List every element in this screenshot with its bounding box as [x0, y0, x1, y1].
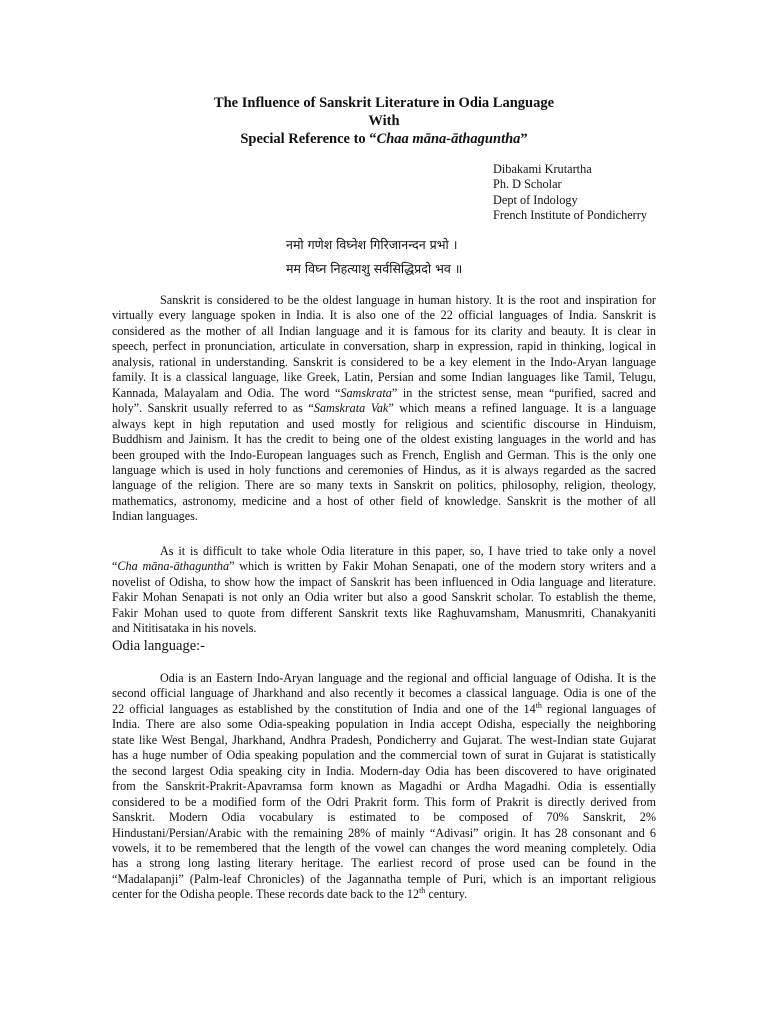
paragraph-odia-language	[112, 671, 656, 903]
shloka-line-1: नमो गणेश विघ्नेश गिरिजानन्दन प्रभो ।	[286, 237, 458, 252]
title-line-3	[112, 130, 656, 149]
text-line	[112, 386, 656, 401]
author-role: Ph. D Scholar	[493, 177, 562, 192]
text-line	[112, 887, 656, 902]
text-line	[112, 401, 656, 416]
text-segment: ” in the strictest sense, mean “purified, sacred and	[391, 385, 656, 400]
text-line: language which is used in holy functions and ceremonies of Hindus, as it is always regarded as the sacred	[112, 462, 656, 477]
shloka-line-2: मम विघ्न निहत्याशु सर्वसिद्धिप्रदो भव ॥	[286, 261, 463, 276]
title-line-3-suffix: ”	[520, 131, 528, 147]
text-line: analysis, rational in understanding. Sanskrit is considered to be a key element in the Indo-Aryan language	[112, 354, 656, 369]
section-heading: Odia language:-	[112, 638, 206, 654]
text-segment: ” which is written by Fakir Mohan Senapati, one of the modern story writers and a	[229, 559, 657, 574]
text-line: Hindustani/Persian/Arabic with the remaining 28% of mainly “Adivasi” origin. It has 28 consonant and 6	[112, 825, 656, 840]
title-novel-name: Chaa māna-āthaguntha	[376, 131, 521, 147]
italic-term: Samskrata Vak	[313, 401, 389, 416]
text-line: been grouped with the Indo-European languages such as French, English and German. This is the only one	[112, 447, 656, 462]
text-segment: holy”. Sanskrit usually referred to as “	[112, 401, 314, 416]
text-line: state like West Bengal, Jharkhand, Andhra Pradesh, Pondicherry and Gujarat. The west-Indian state Gujarat	[112, 732, 656, 747]
text-line: Sanskrit. Modern Odia vocabulary is estimated to be composed of 70% Sanskrit, 2%	[112, 810, 656, 825]
text-line: Buddhism and Jainism. It has the credit to being one of the oldest existing languages in the world and has	[112, 432, 656, 447]
author-name: Dibakami Krutartha	[493, 162, 592, 176]
text-segment: regional languages of	[541, 701, 657, 716]
text-segment: Kannada, Malayalam and Odia. The word “	[112, 385, 341, 400]
text-segment: ” which means a refined language. It is a language	[388, 401, 656, 416]
text-line: considered as the mother of all Indian language and it is famous for its clarity and beauty. It is clear in	[112, 323, 656, 338]
text-line: novelist of Odisha, to show how the impact of Sanskrit has been influenced in Odia language and literature.	[112, 574, 656, 589]
text-line: Sanskrit is considered to be the oldest language in human history. It is the root and inspiration for	[160, 293, 656, 307]
title-line-2: With	[368, 113, 400, 129]
text-line: second official language of Jharkhand and also recently it becomes a classical language. Odia is one of the	[112, 686, 656, 701]
text-line	[112, 559, 656, 574]
superscript: th	[535, 700, 542, 710]
title-line-1: The Influence of Sanskrit Literature in Odia Language	[213, 95, 555, 111]
text-line	[112, 702, 656, 717]
text-line: family. It is a classical language, like Greek, Latin, Persian and some Indian languages like Tamil, Telugu,	[112, 370, 656, 385]
text-line: vowels, it to be remembered that the length of the vowel can changes the word meaning completely. Odia	[112, 840, 656, 855]
paragraph-sanskrit-intro	[112, 293, 656, 525]
italic-term: Cha māna-āthaguntha	[117, 559, 230, 574]
title-line-3-prefix: Special Reference to “	[240, 131, 377, 147]
text-line: has a huge number of Odia speaking population and the commercial town of surat in Gujarat is statistically	[112, 748, 656, 763]
text-line: “Madalapanji” (Palm-leaf Chronicles) of the Jagannatha temple of Puri, which is an important religious	[112, 871, 656, 886]
superscript: th	[419, 886, 426, 896]
text-line: has a strong long lasting literary heritage. The earliest record of prose used can be found in the	[112, 856, 656, 871]
text-segment: “	[112, 559, 118, 574]
text-line: Odia is an Eastern Indo-Aryan language and the regional and official language of Odisha. It is the	[160, 671, 656, 685]
text-segment: center for the Odisha people. These records date back to the 12	[112, 887, 420, 902]
text-segment: century.	[425, 887, 468, 902]
text-line: always kept in high reputation and used mostly for religious and scientific discourse in Hinduism,	[112, 416, 656, 431]
text-line: the second largest Odia speaking city in India. Modern-day Odia has been discovered to have originated	[112, 763, 656, 778]
text-segment: 22 official languages as established by the constitution of India and one of the 14	[112, 701, 536, 716]
text-line: considered to be a modified form of the Odri Prakrit form. This form of Prakrit is directly derived from	[112, 794, 656, 809]
text-line: virtually every language spoken in India. It is also one of the 22 official languages of India. Sanskrit is	[112, 308, 656, 323]
text-line: As it is difficult to take whole Odia literature in this paper, so, I have tried to take only a novel	[160, 544, 656, 558]
text-line: and Nititisataka in his novels.	[112, 621, 257, 636]
text-line: Indian languages.	[112, 509, 198, 524]
author-block	[493, 162, 647, 224]
text-line: Fakir Mohan used to quote from different Sanskrit texts like Raghuvamsham, Manusmriti, Chanakyaniti	[112, 605, 656, 620]
text-line: mathematics, astronomy, medicine and a host of other field of knowledge. Sanskrit is the mother of all	[112, 493, 656, 508]
author-dept: Dept of Indology	[493, 192, 578, 207]
text-line: from the Sanskrit-Prakrit-Apavramsa form known as Magadhi or Ardha Magadhi. Odia is essentially	[112, 779, 656, 794]
text-line: India. There are also some Odia-speaking population in India accept Odisha, especially the neighboring	[112, 717, 656, 732]
italic-term: Samskrata	[340, 385, 392, 400]
text-line: Fakir Mohan Senapati is not only an Odia writer but also a good Sanskrit scholar. To establish the theme,	[112, 590, 656, 605]
text-line: language of the religion. There are so many texts in Sanskrit on politics, philosophy, religion, theology,	[112, 478, 656, 493]
paragraph-novel-intro	[112, 544, 656, 637]
author-institute: French Institute of Pondicherry	[493, 208, 648, 223]
text-line: speech, perfect in pronunciation, articulate in conversation, sharp in expression, rapid in thinking, logical in	[112, 339, 656, 354]
